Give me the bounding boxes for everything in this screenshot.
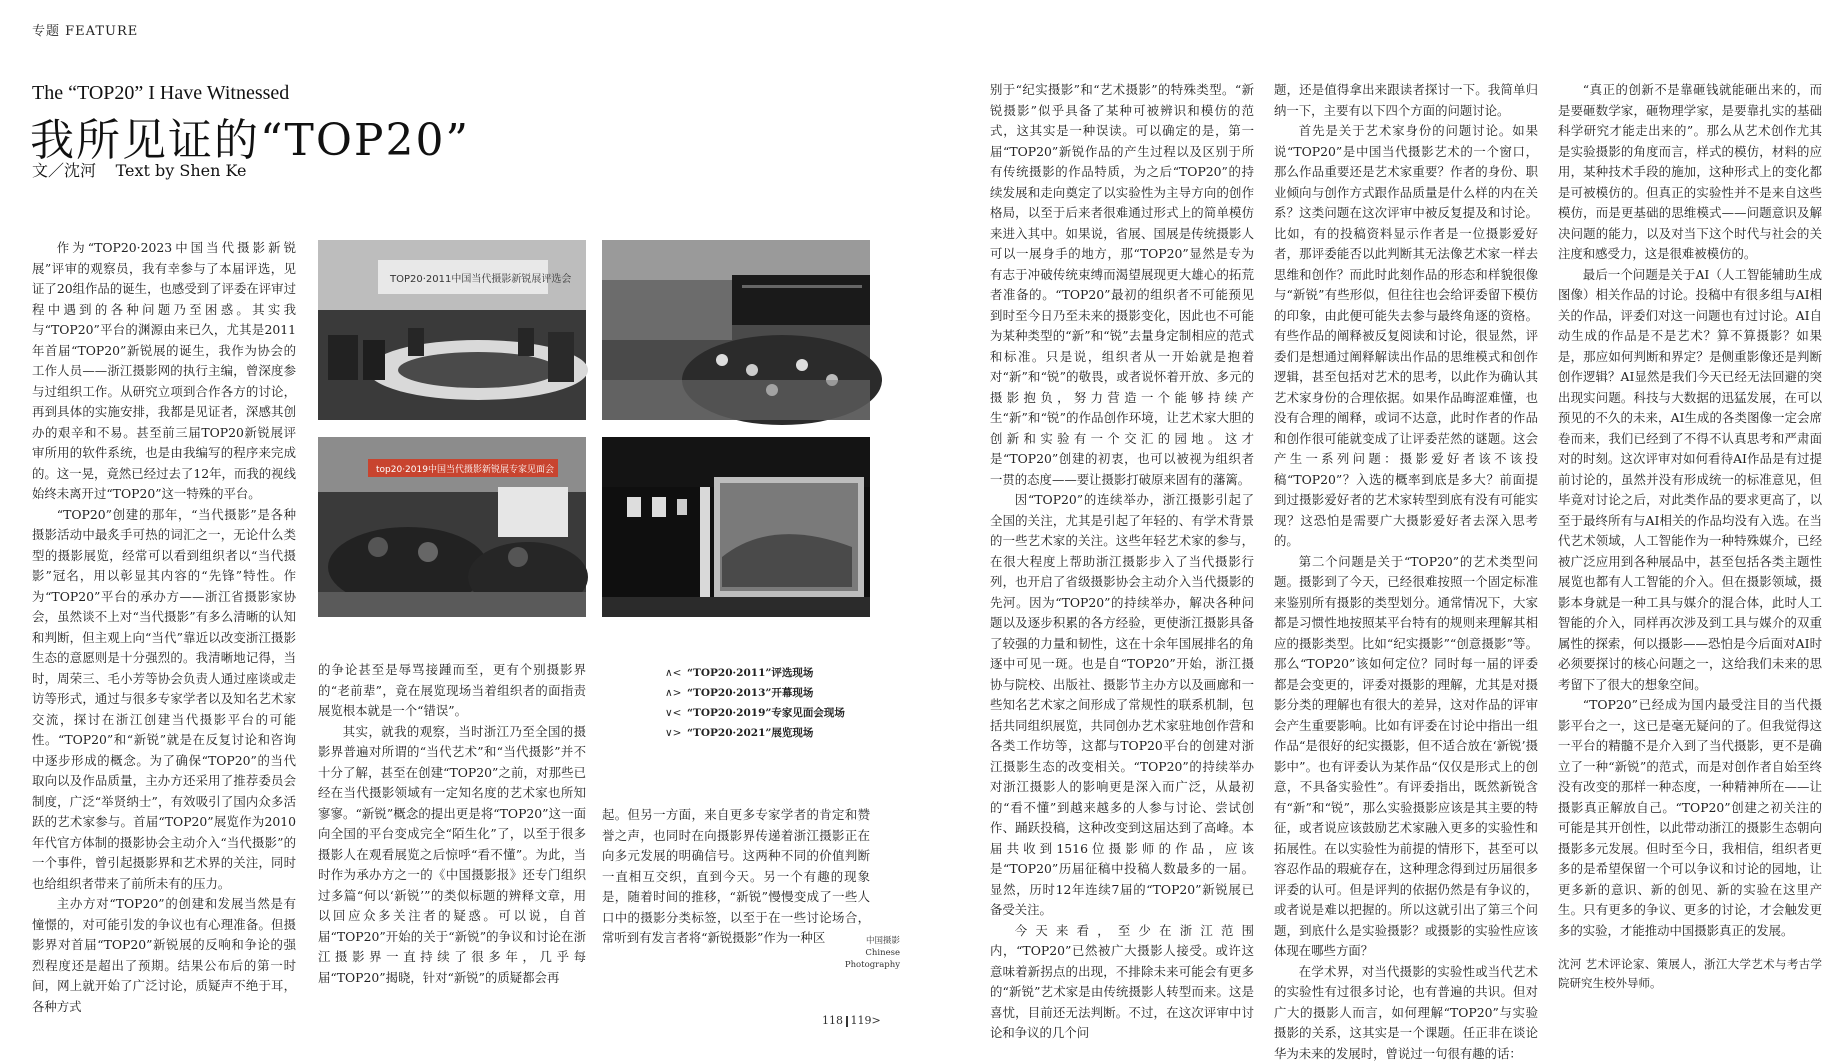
caption-item bbox=[665, 723, 845, 743]
text-column-6 bbox=[1558, 80, 1822, 980]
photo-captions bbox=[665, 663, 845, 743]
page-number-left: 118 bbox=[822, 1014, 843, 1027]
photo-exhibition-2021 bbox=[602, 437, 870, 617]
paragraph: 首先是关于艺术家身份的问题讨论。如果说“TOP20”是中国当代摄影艺术的一个窗口，那么作品重要还是艺术家重要？作者的身份、职业倾向与创作方式跟作品质量是什么样的内在关系？这类问题在这次评审中被反复提及和讨论。比如，有的投稿资料显示作者是一位摄影爱好者，那评委能否以此判断其无法像艺术家一样去思维和创作？而此时此刻作品的形态和样貌很像与“新锐”有些形似，但往往也会给评委留下模仿的印象，由此便可能失去参与最终角逐的资格。有些作品的阐释被反复阅读和讨论，很显然，评委们是想通过阐释解读出作品的思维模式和创作逻辑，甚至包括对艺术的思考，以此作为确认其艺术家身份的合理依据。如果作品晦涩难懂，也没有合理的阐释，或词不达意，此时作者的作品和创作很可能就变成了让评委茫然的谜题。这会产生一系列问题：摄影爱好者该不该投稿“TOP20”？入选的概率到底是多大？前面提到过摄影爱好者的艺术家转型到底有没有可能实现？这恐怕是需要广大摄影爱好者去深入思考的。 bbox=[1274, 121, 1538, 552]
paragraph: “TOP20”已经成为国内最受注目的当代摄影平台之一，这已是毫无疑问的了。但我觉得这一平台的精髓不是介入到了当代摄影，更不是确立了一种“新锐”的范式，而是对创作者自始至终没有改变的那样一种态度，一种精神所在——让摄影真正解放自己。“TOP20”创建之初关注的可能是其开创性，以此带动浙江的摄影生态朝向摄影多元发展。但时至今日，我相信，组织者更多的是希望保留一个可以争议和讨论的园地，让更多新的意识、新的创见、新的实验在这里产生。只有更多的争议、更多的讨论，才会触发更多的实验，才能推动中国摄影真正的发展。 bbox=[1558, 695, 1822, 941]
paragraph: 其实，就我的观察，当时浙江乃至全国的摄影界普遍对所谓的“当代艺术”和“当代摄影”并不十分了解，甚至在创建“TOP20”之前，对那些已经在当代摄影领域有一定知名度的艺术家也所知寥寥。“新锐”概念的提出更是将“TOP20”这一面向全国的平台变成完全“陌生化”了，以至于很多摄影人在观看展览之后惊呼“看不懂”。为此，当时作为承办方之一的《中国摄影报》还专门组织过多篇“何以‘新锐’”的类似标题的辨释文章，用以回应众多关注者的疑惑。可以说，自首届“TOP20”开始的关于“新锐”的争议和讨论在浙江摄影界一直持续了很多年，几乎每届“TOP20”揭晓，针对“新锐”的质疑都会再 bbox=[318, 722, 586, 989]
caption-text: “TOP20·2013”开幕现场 bbox=[687, 687, 813, 699]
article-title-cn: 我所见证的“TOP20” bbox=[30, 104, 470, 168]
photo-meeting-2019 bbox=[318, 437, 586, 617]
magazine-mark-en1: Chinese bbox=[820, 947, 900, 959]
byline-cn: 文／沈河 bbox=[32, 161, 96, 180]
magazine-mark-en2: Photography bbox=[820, 959, 900, 971]
paragraph: 主办方对“TOP20”的创建和发展当然是有憧憬的，对可能引发的争议也有心理准备。但摄影界对首届“TOP20”新锐展的反响和争论的强烈程度还是超出了预期。结果公布后的第一时间，网上就开始了广泛讨论，质疑声不绝于耳，各种方式 bbox=[32, 894, 296, 1017]
paragraph: 作为“TOP20·2023中国当代摄影新锐展”评审的观察员，我有幸参与了本届评选，见证了20组作品的诞生，也感受到了评委在评审过程中遇到的各种问题乃至困惑。其实我与“TOP20”平台的渊源由来已久，尤其是2011年首届“TOP20”新锐展的诞生，我作为协会的工作人员——浙江摄影网的执行主编，曾深度参与过组织工作。从研究立项到合作各方的讨论，再到具体的实施安排，我都是见证者，深感其创办的艰辛和不易。甚至前三届TOP20新锐展评审所用的软件系统，也是由我编写的程序来完成的。这一晃，竟然已经过去了12年，而我的视线始终未离开过“TOP20”这一特殊的平台。 bbox=[32, 238, 296, 505]
caption-arrow: ∧< bbox=[665, 663, 687, 683]
caption-item bbox=[665, 703, 845, 723]
paragraph: “真正的创新不是靠砸钱就能砸出来的，而是要砸数学家，砸物理学家，是要靠扎实的基础科学研究才能走出来的”。那么从艺术创作尤其是实验摄影的角度而言，样式的模仿，材料的应用，某种技术手段的施加，这种形式上的变化都是可被模仿的。但真正的实验性并不是来自这些模仿，而是更基础的思维模式——问题意识及解决问题的能力，以及对当下这个时代与社会的关注度和感受力，这是很难被模仿的。 bbox=[1558, 80, 1822, 265]
magazine-mark-cn: 中国摄影 bbox=[820, 935, 900, 947]
author-bio: 沈河 艺术评论家、策展人，浙江大学艺术与考古学院研究生校外导师。 bbox=[1558, 955, 1822, 993]
caption-text: “TOP20·2021”展览现场 bbox=[687, 727, 813, 739]
text-column-2 bbox=[318, 660, 586, 980]
paragraph: 在学术界，对当代摄影的实验性或当代艺术的实验性有过很多讨论，也有普遍的共识。但对广大的摄影人而言，如何理解“TOP20”与实验摄影的关系，这其实是一个课题。任正非在谈论华为未来的发展时，曾说过一句很有趣的话： bbox=[1274, 962, 1538, 1064]
paragraph: 的争论甚至是辱骂接踵而至，更有个别摄影界的“老前辈”，竟在展览现场当着组织者的面指责展览根本就是一个“错误”。 bbox=[318, 660, 586, 722]
paragraph: 题，还是值得拿出来跟读者探讨一下。我简单归纳一下，主要有以下四个方面的问题讨论。 bbox=[1274, 80, 1538, 121]
caption-item bbox=[665, 663, 845, 683]
caption-arrow: ∨< bbox=[665, 703, 687, 723]
photo-banner-text: TOP20·2011中国当代摄影新锐展评选会 bbox=[389, 272, 571, 285]
page-number-separator bbox=[846, 1016, 848, 1027]
paragraph: “TOP20”创建的那年，“当代摄影”是各种摄影活动中最炙手可热的词汇之一，无论什么类型的摄影展览，经常可以看到组织者以“当代摄影”冠名，用以彰显其内容的“先锋”特性。作为“TOP20”平台的承办方——浙江省摄影家协会，虽然谈不上对“当代摄影”有多么清晰的认知和判断，但主观上向“当代”靠近以改变浙江摄影生态的意愿则是十分强烈的。我清晰地记得，当时，周荣三、毛小芳等协会负责人通过座谈或走访等形式，通过与很多专家学者以及知名艺术家交流，探讨在浙江创建当代摄影平台的可能性。“TOP20”和“新锐”就是在反复讨论和咨询中逐步形成的概念。为了确保“TOP20”的当代取向以及作品质量，主办方还采用了推荐委员会制度，广泛“举贤纳士”，有效吸引了国内众多活跃的艺术家参与。首届“TOP20”展览作为2010年代官方体制的摄影协会主动介入“当代摄影”的一个事件，曾引起摄影界和艺术界的关注，同时也给组织者带来了前所未有的压力。 bbox=[32, 505, 296, 895]
caption-text: “TOP20·2019”专家见面会现场 bbox=[687, 707, 845, 719]
photo-judging-2011 bbox=[318, 240, 586, 420]
section-tag: 专题 FEATURE bbox=[32, 20, 138, 39]
caption-text: “TOP20·2011”评选现场 bbox=[687, 667, 813, 679]
photo-opening-2013 bbox=[602, 240, 870, 420]
paragraph: 最后一个问题是关于AI（人工智能辅助生成图像）相关作品的讨论。投稿中有很多组与AI相关的作品，评委们对这一问题也有过讨论。AI自动生成的作品是不是艺术？算不算摄影？如果是，那应如何判断和界定？是侧重影像还是判断创作逻辑？AI显然是我们今天已经无法回避的突出现实问题。科技与大数据的迅猛发展，在可以预见的不久的未来，AI生成的各类图像一定会席卷而来，我们已经到了不得不认真思考和严肃面对的时刻。这次评审对如何看待AI作品是有过提前讨论的，虽然并没有形成统一的标准意见，但毕竟对讨论之后，对此类作品的要求更高了，以至于最终所有与AI相关的作品均没有入选。在当代艺术领域，人工智能作为一种特殊媒介，已经被广泛应用到各种展品中，甚至包括各类主题性展览也都有人工智能的介入。但在摄影领域，摄影本身就是一种工具与媒介的混合体，此时人工智能的介入，同样再次涉及到工具与媒介的双重属性的探索，何以摄影——恐怕是今后面对AI时必须要探讨的核心问题之一，这给我们未来的思考留下了很大的想象空间。 bbox=[1558, 265, 1822, 696]
magazine-mark bbox=[820, 935, 900, 971]
text-column-5 bbox=[1274, 80, 1538, 980]
text-column-1 bbox=[32, 238, 296, 978]
paragraph: 别于“纪实摄影”和“艺术摄影”的特殊类型。“新锐摄影”似乎具备了某种可被辨识和模仿的范式，这其实是一种误读。可以确定的是，第一届“TOP20”新锐作品的产生过程以及区别于所有传统摄影的作品特质，为之后“TOP20”的持续发展和走向奠定了以实验性为主导方向的创作格局，以至于后来者很难通过形式上的简单模仿来进入其中。如果说，省展、国展是传统摄影人可以一展身手的地方，那“TOP20”显然是专为有志于冲破传统束缚而渴望展现更大雄心的拓荒者准备的。“TOP20”最初的组织者不可能预见到时至今日乃至未来的摄影变化，因此也不可能为某种类型的“新”和“锐”去量身定制相应的范式和标准。只是说，组织者从一开始就是抱着对“新”和“锐”的敬畏，或者说怀着开放、多元的摄影抱负，努力营造一个能够持续产生“新”和“锐”的作品创作环境，让艺术家大胆的创新和实验有一个交汇的园地。这才是“TOP20”创建的初衷，也可以被视为组织者一贯的态度——要让摄影打破原来固有的藩篱。 bbox=[990, 80, 1254, 490]
page-number-right: 119> bbox=[851, 1014, 881, 1027]
page-numbers bbox=[822, 1014, 881, 1027]
photo-banner-text: top20·2019中国当代摄影新锐展专家见面会 bbox=[376, 463, 554, 475]
caption-arrow: ∨> bbox=[665, 723, 687, 743]
text-column-4 bbox=[990, 80, 1254, 980]
byline bbox=[32, 158, 247, 181]
caption-arrow: ∧> bbox=[665, 683, 687, 703]
paragraph: 起。但另一方面，来自更多专家学者的肯定和赞誉之声，也同时在向摄影界传递着浙江摄影正在向多元发展的明确信号。这两种不同的价值判断一直相互交织，直到今天。另一个有趣的现象是，随着时间的推移，“新锐”慢慢变成了一些人口中的摄影分类标签，以至于在一些讨论场合，常听到有发言者将“新锐摄影”作为一种区 bbox=[602, 805, 870, 949]
article-title-en: The “TOP20” I Have Witnessed bbox=[32, 82, 289, 105]
paragraph: 因“TOP20”的连续举办，浙江摄影引起了全国的关注，尤其是引起了年轻的、有学术背景的一些艺术家的关注。这些年轻艺术家的参与，在很大程度上帮助浙江摄影步入了当代摄影行列，也开启了省级摄影协会主动介入当代摄影的先河。因为“TOP20”的持续举办，解决各种问题以及逐步积累的各方经验，更使浙江摄影具备了较强的力量和韧性，这在十余年国展排名的角逐中可见一斑。也是自“TOP20”开始，浙江摄协与院校、出版社、摄影节主办方以及画廊和一些知名艺术家之间形成了常规性的联系机制，包括共同组织展览，共同创办艺术家驻地创作营和各类工作坊等，这都与TOP20平台的创建对浙江摄影生态的改变相关。“TOP20”的持续举办对浙江摄影人的影响更是深入而广泛，从最初的“看不懂”到越来越多的人参与讨论、尝试创作、踊跃投稿，这种改变到这届达到了高峰。本届共收到1516位摄影师的作品，应该是“TOP20”历届征稿中投稿人数最多的一届。显然，历时12年连续7届的“TOP20”新锐展已备受关注。 bbox=[990, 490, 1254, 921]
paragraph: 今天来看，至少在浙江范围内，“TOP20”已然被广大摄影人接受。或许这意味着新拐点的出现，不排除未来可能会有更多的“新锐”艺术家是由传统摄影人转型而来。这是喜忧，目前还无法判断。不过，在这次评审中讨论和争议的几个问 bbox=[990, 921, 1254, 1044]
paragraph: 第二个问题是关于“TOP20”的艺术类型问题。摄影到了今天，已经很难按照一个固定标准来鉴别所有摄影的类型划分。通常情况下，大家都是习惯性地按照某平台特有的规则来理解其相应的摄影类型。比如“纪实摄影”“创意摄影”等。那么“TOP20”该如何定位？同时每一届的评委都是会变更的，评委对摄影的理解，尤其是对摄影分类的理解也有很大的差异，这对作品的评审会产生重要影响。比如有评委在讨论中指出一组作品“是很好的纪实摄影，但不适合放在‘新锐’摄影中”。也有评委认为某作品“仅仅是形式上的创意，不具备实验性”。有评委指出，既然新锐含有“新”和“锐”，那么实验摄影应该是其主要的特征，或者说应该鼓励艺术家融入更多的实验性和拓展性。在以实验性为前提的情形下，甚至可以容忍作品的瑕疵存在，这种理念得到过历届很多评委的认可。但是评判的依据仍然是有争议的，或者说是难以把握的。所以这就引出了第三个问题，到底什么是实验摄影？或摄影的实验性应该体现在哪些方面？ bbox=[1274, 552, 1538, 962]
caption-item bbox=[665, 683, 845, 703]
byline-en: Text by Shen Ke bbox=[116, 161, 247, 180]
